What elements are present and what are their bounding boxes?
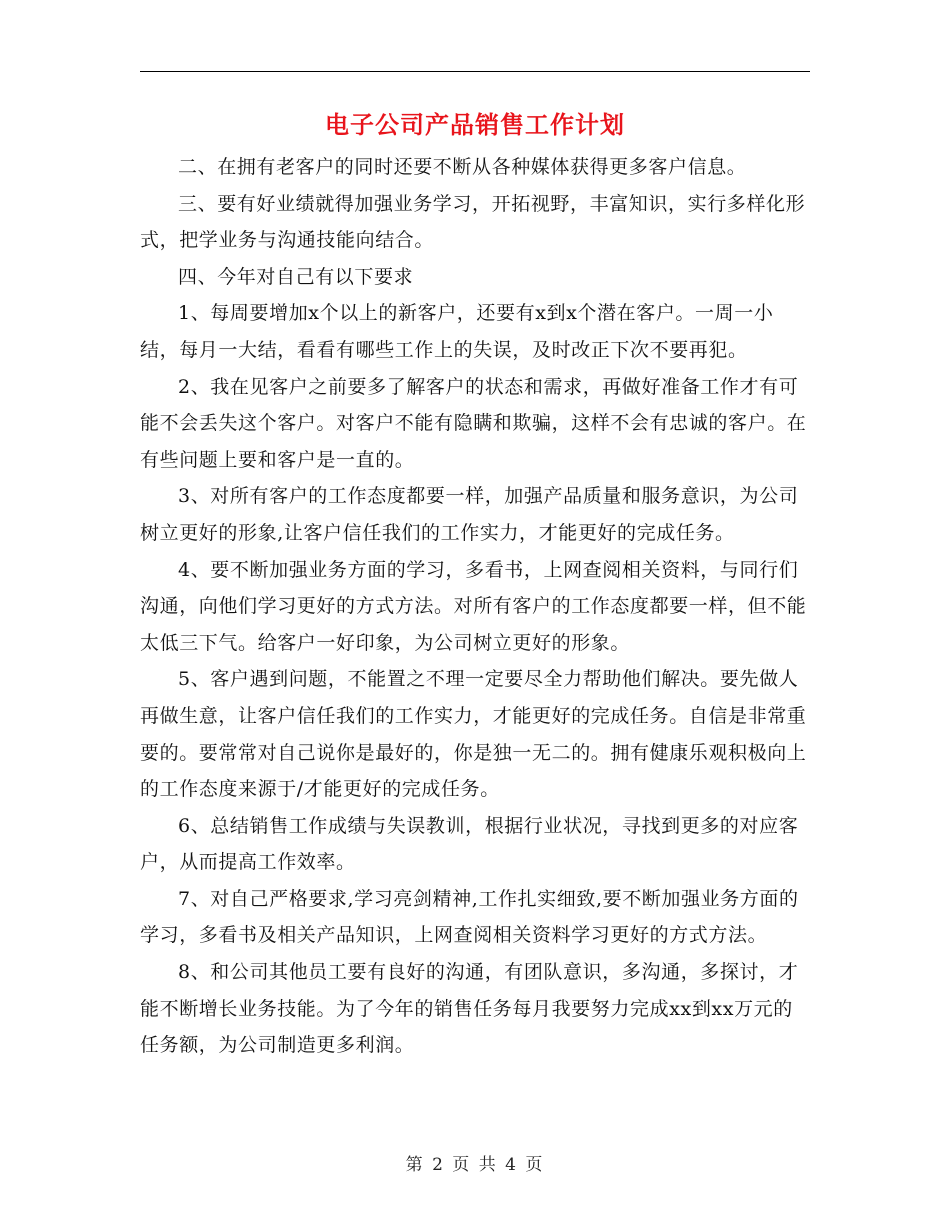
paragraph-customer-info: 二、在拥有老客户的同时还要不断从各种媒体获得更多客户信息。 bbox=[178, 156, 747, 178]
paragraph-item-6: 6、总结销售工作成绩与失误教训，根据行业状况，寻找到更多的对应客户，从而提高工作效率。 bbox=[140, 814, 799, 874]
page-number-footer: 第 2 页 共 4 页 bbox=[405, 1155, 545, 1175]
paragraph-item-5: 5、客户遇到问题，不能置之不理一定要尽全力帮助他们解决。要先做人再做生意，让客户信任我们的工作实力，才能更好的完成任务。自信是非常重要的。要常常对自己说你是最好的，你是独一无二的。拥有健康乐观积极向上的工作态度来源于/才能更好的完成任务。 bbox=[140, 668, 807, 801]
header-rule bbox=[140, 71, 810, 72]
paragraph-item-1: 1、每周要增加x个以上的新客户，还要有x到x个潜在客户。一周一小结，每月一大结，看看有哪些工作上的失误，及时改正下次不要再犯。 bbox=[140, 302, 774, 361]
paragraph-item-8: 8、和公司其他员工要有良好的沟通，有团队意识，多沟通，多探讨，才能不断增长业务技能。为了今年的销售任务每月我要努力完成xx到xx万元的任务额，为公司制造更多利润。 bbox=[140, 961, 799, 1057]
paragraph-item-2: 2、我在见客户之前要多了解客户的状态和需求，再做好准备工作才有可能不会丢失这个客户。对客户不能有隐瞒和欺骗，这样不会有忠诚的客户。在有些问题上要和客户是一直的。 bbox=[140, 375, 807, 471]
paragraph-item-7: 7、对自己严格要求,学习亮剑精神,工作扎实细致,要不断加强业务方面的学习，多看书及相关产品知识，上网查阅相关资料学习更好的方式方法。 bbox=[140, 887, 799, 947]
document-title: 电子公司产品销售工作计划 bbox=[325, 110, 625, 139]
paragraph-requirements-heading: 四、今年对自己有以下要求 bbox=[178, 265, 414, 288]
paragraph-business-study: 三、要有好业绩就得加强业务学习，开拓视野，丰富知识，实行多样化形式，把学业务与沟通技能向结合。 bbox=[140, 192, 806, 252]
paragraph-item-3: 3、对所有客户的工作态度都要一样，加强产品质量和服务意识，为公司树立更好的形象,让客户信任我们的工作实力，才能更好的完成任务。 bbox=[140, 485, 799, 544]
document-body bbox=[140, 149, 812, 1064]
paragraph-item-4: 4、要不断加强业务方面的学习，多看书，上网查阅相关资料，与同行们沟通，向他们学习更好的方式方法。对所有客户的工作态度都要一样，但不能太低三下气。给客户一好印象，为公司树立更好的形象。 bbox=[140, 558, 807, 654]
